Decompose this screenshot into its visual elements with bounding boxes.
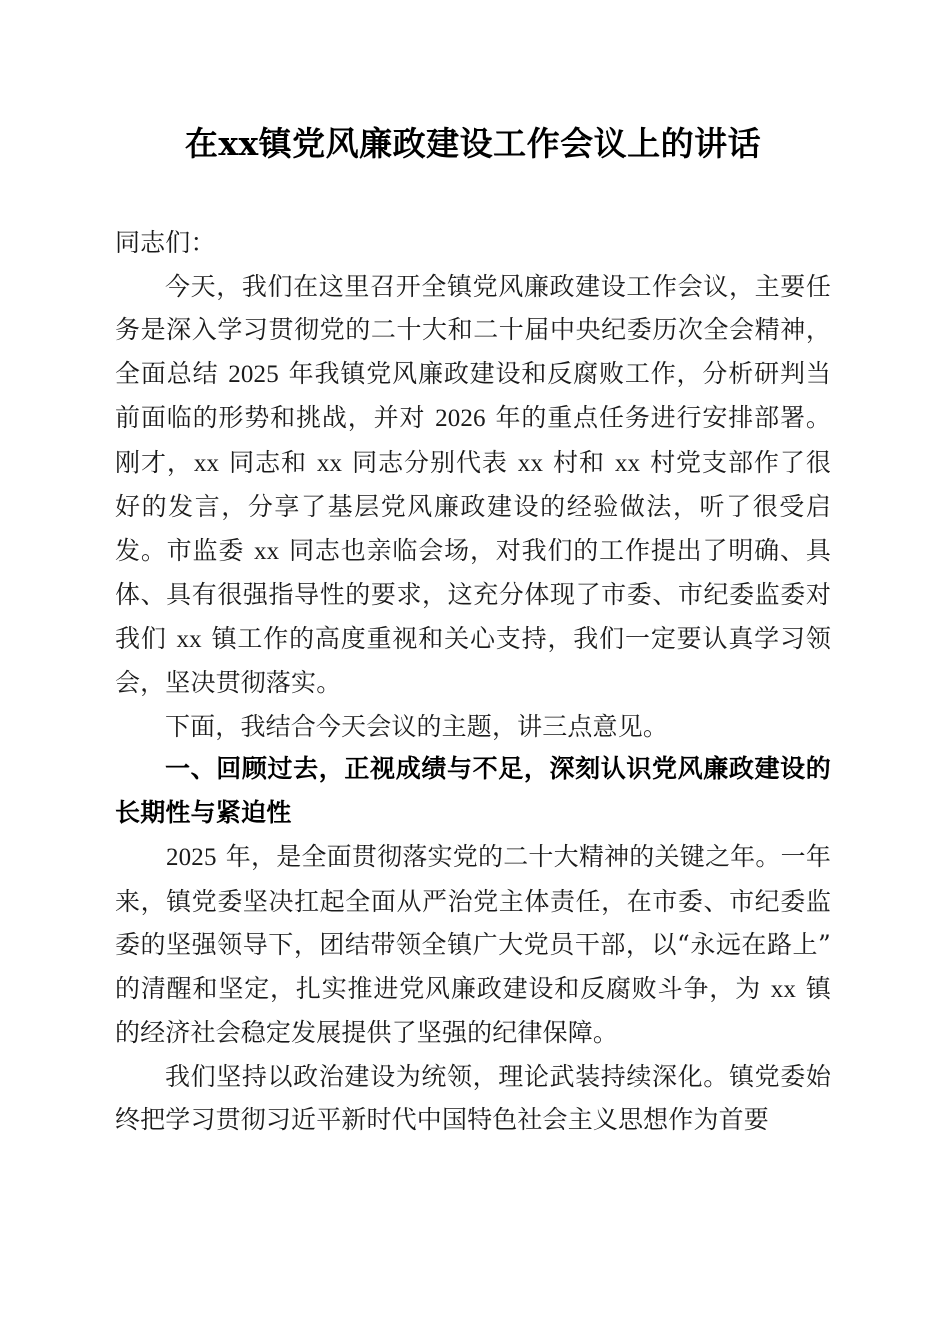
paragraph-three-points-intro: 下面，我结合今天会议的主题，讲三点意见。 [165,711,669,741]
salutation-line: 同志们： [115,228,216,257]
page-title: 在xx镇党风廉政建设工作会议上的讲话 [184,124,762,163]
paragraph-year-review: 2025 年，是全面贯彻落实党的二十大精神的关键之年。一年来，镇党委坚决扛起全面从严治党主体责任，在市委、市纪委监委的坚强领导下，团结带领全镇广大党员干部，以“永远在路上”的清醒和坚定，扎实推进党风廉政建设和反腐败斗争，为 xx 镇的经济社会稳定发展提供了坚强的纪律保障。 [115,842,831,1047]
section-heading-one: 一、回顾过去，正视成绩与不足，深刻认识党风廉政建设的长期性与紧迫性 [115,755,831,827]
paragraph-political-construction: 我们坚持以政治建设为统领，理论武装持续深化。镇党委始终把学习贯彻习近平新时代中国特色社会主义思想作为首要 [115,1061,831,1134]
document-body [115,0,831,1142]
paragraph-opening-remarks: 今天，我们在这里召开全镇党风廉政建设工作会议，主要任务是深入学习贯彻党的二十大和二十届中央纪委历次全会精神，全面总结 2025 年我镇党风廉政建设和反腐败工作，分析研判当前面临的形势和挑战，并对 2026 年的重点任务进行安排部署。刚才，xx 同志和 xx 同志分别代表 xx 村和 xx 村党支部作了很好的发言，分享了基层党风廉政建设的经验做法，听了很受启发。市监委 xx 同志也亲临会场，对我们的工作提出了明确、具体、具有很强指导性的要求，这充分体现了市委、市纪委监委对我们 xx 镇工作的高度重视和关心支持，我们一定要认真学习领会，坚决贯彻落实。 [115,271,831,697]
